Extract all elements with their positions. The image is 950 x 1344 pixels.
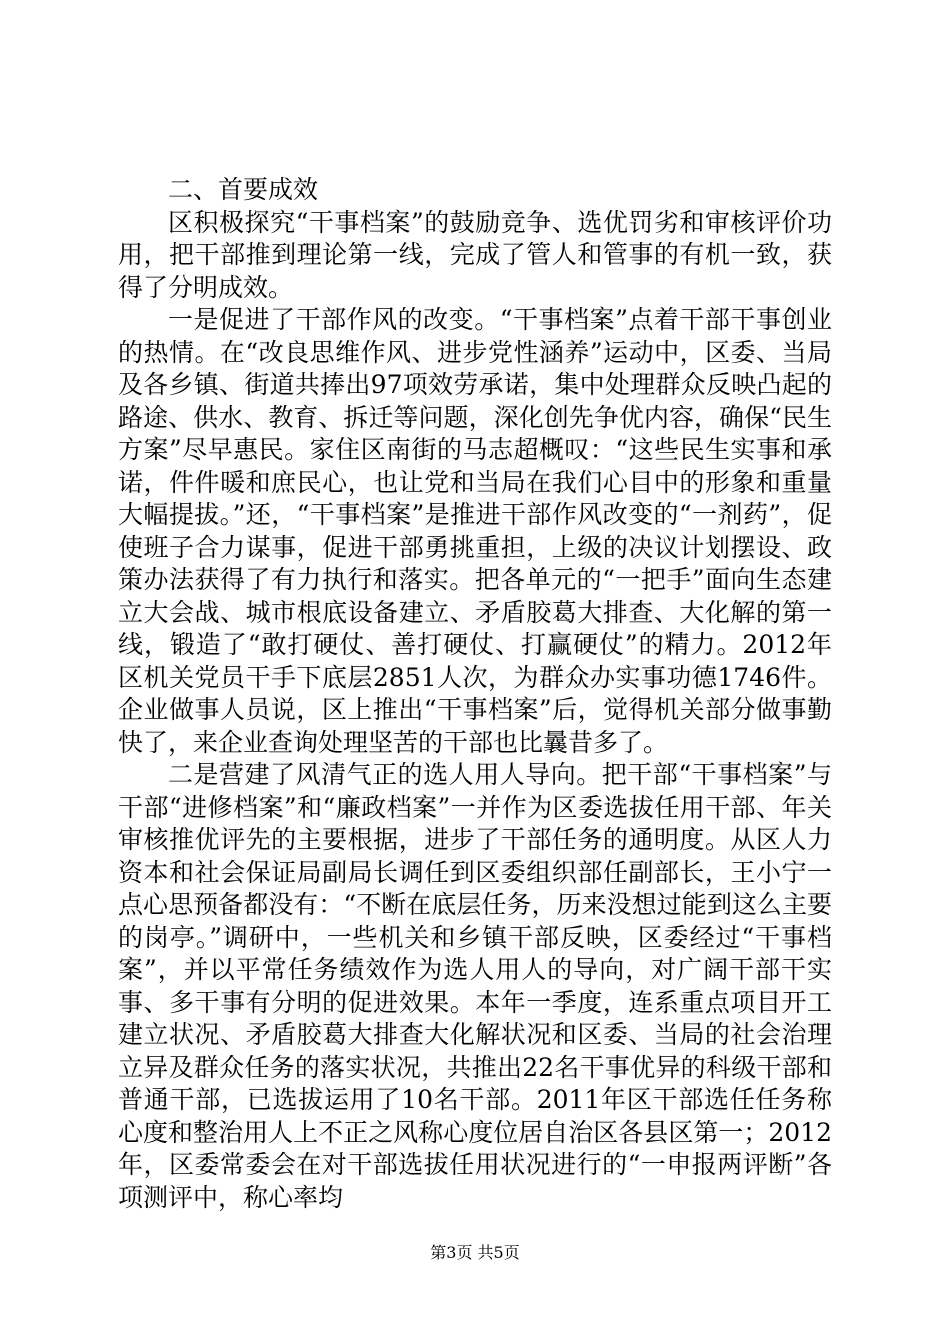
body-text <box>118 174 832 1214</box>
paragraph-intro: 区积极探究“干事档案”的鼓励竞争、选优罚劣和审核评价功用，把干部推到理论第一线，完成了管人和管事的有机一致，获得了分明成效。 <box>118 207 832 302</box>
section-heading: 二、首要成效 <box>168 175 319 204</box>
paragraph-first-point: 一是促进了干部作风的改变。“干事档案”点着干部干事创业的热情。在“改良思维作风、进步党性涵养”运动中，区委、当局及各乡镇、街道共捧出97项效劳承诺，集中处理群众反映凸起的路途、供水、教育、拆迁等问题，深化创先争优内容，确保“民生方案”尽早惠民。家住区南街的马志超概叹：“这些民生实事和承诺，件件暖和庶民心，也让党和当局在我们心目中的形象和重量大幅提拔。”还，“干事档案”是推进干部作风改变的“一剂药”，促使班子合力谋事，促进干部勇挑重担，上级的决议计划摆设、政策办法获得了有力执行和落实。把各单元的“一把手”面向生态建立大会战、城市根底设备建立、矛盾胶葛大排查、大化解的第一线，锻造了“敢打硬仗、善打硬仗、打赢硬仗”的精力。2012年区机关党员干手下底层2851人次，为群众办实事功德1746件。企业做事人员说，区上推出“干事档案”后，觉得机关部分做事勤快了，来企业查询处理坚苦的干部也比曩昔多了。 <box>118 305 832 757</box>
paragraph-second-point: 二是营建了风清气正的选人用人导向。把干部“干事档案”与干部“进修档案”和“廉政档案”一并作为区委选拔任用干部、年关审核推优评先的主要根据，进步了干部任务的通明度。从区人力资本和社会保证局副局长调任到区委组织部任副部长，王小宁一点心思预备都没有：“不断在底层任务，历来没想过能到这么主要的岗亭。”调研中，一些机关和乡镇干部反映，区委经过“干事档案”，并以平常任务绩效作为选人用人的导向，对广阔干部干实事、多干事有分明的促进效果。本年一季度，连系重点项目开工建立状况、矛盾胶葛大排查大化解状况和区委、当局的社会治理立异及群众任务的落实状况，共推出22名干事优异的科级干部和普通干部，已选拔运用了10名干部。2011年区干部选任任务称心度和整治用人上不正之风称心度位居自治区各县区第一；2012年，区委常委会在对干部选拔任用状况进行的“一申报两评断”各项测评中，称心率均 <box>118 760 832 1212</box>
page-number-footer: 第3页 共5页 <box>430 1243 520 1262</box>
